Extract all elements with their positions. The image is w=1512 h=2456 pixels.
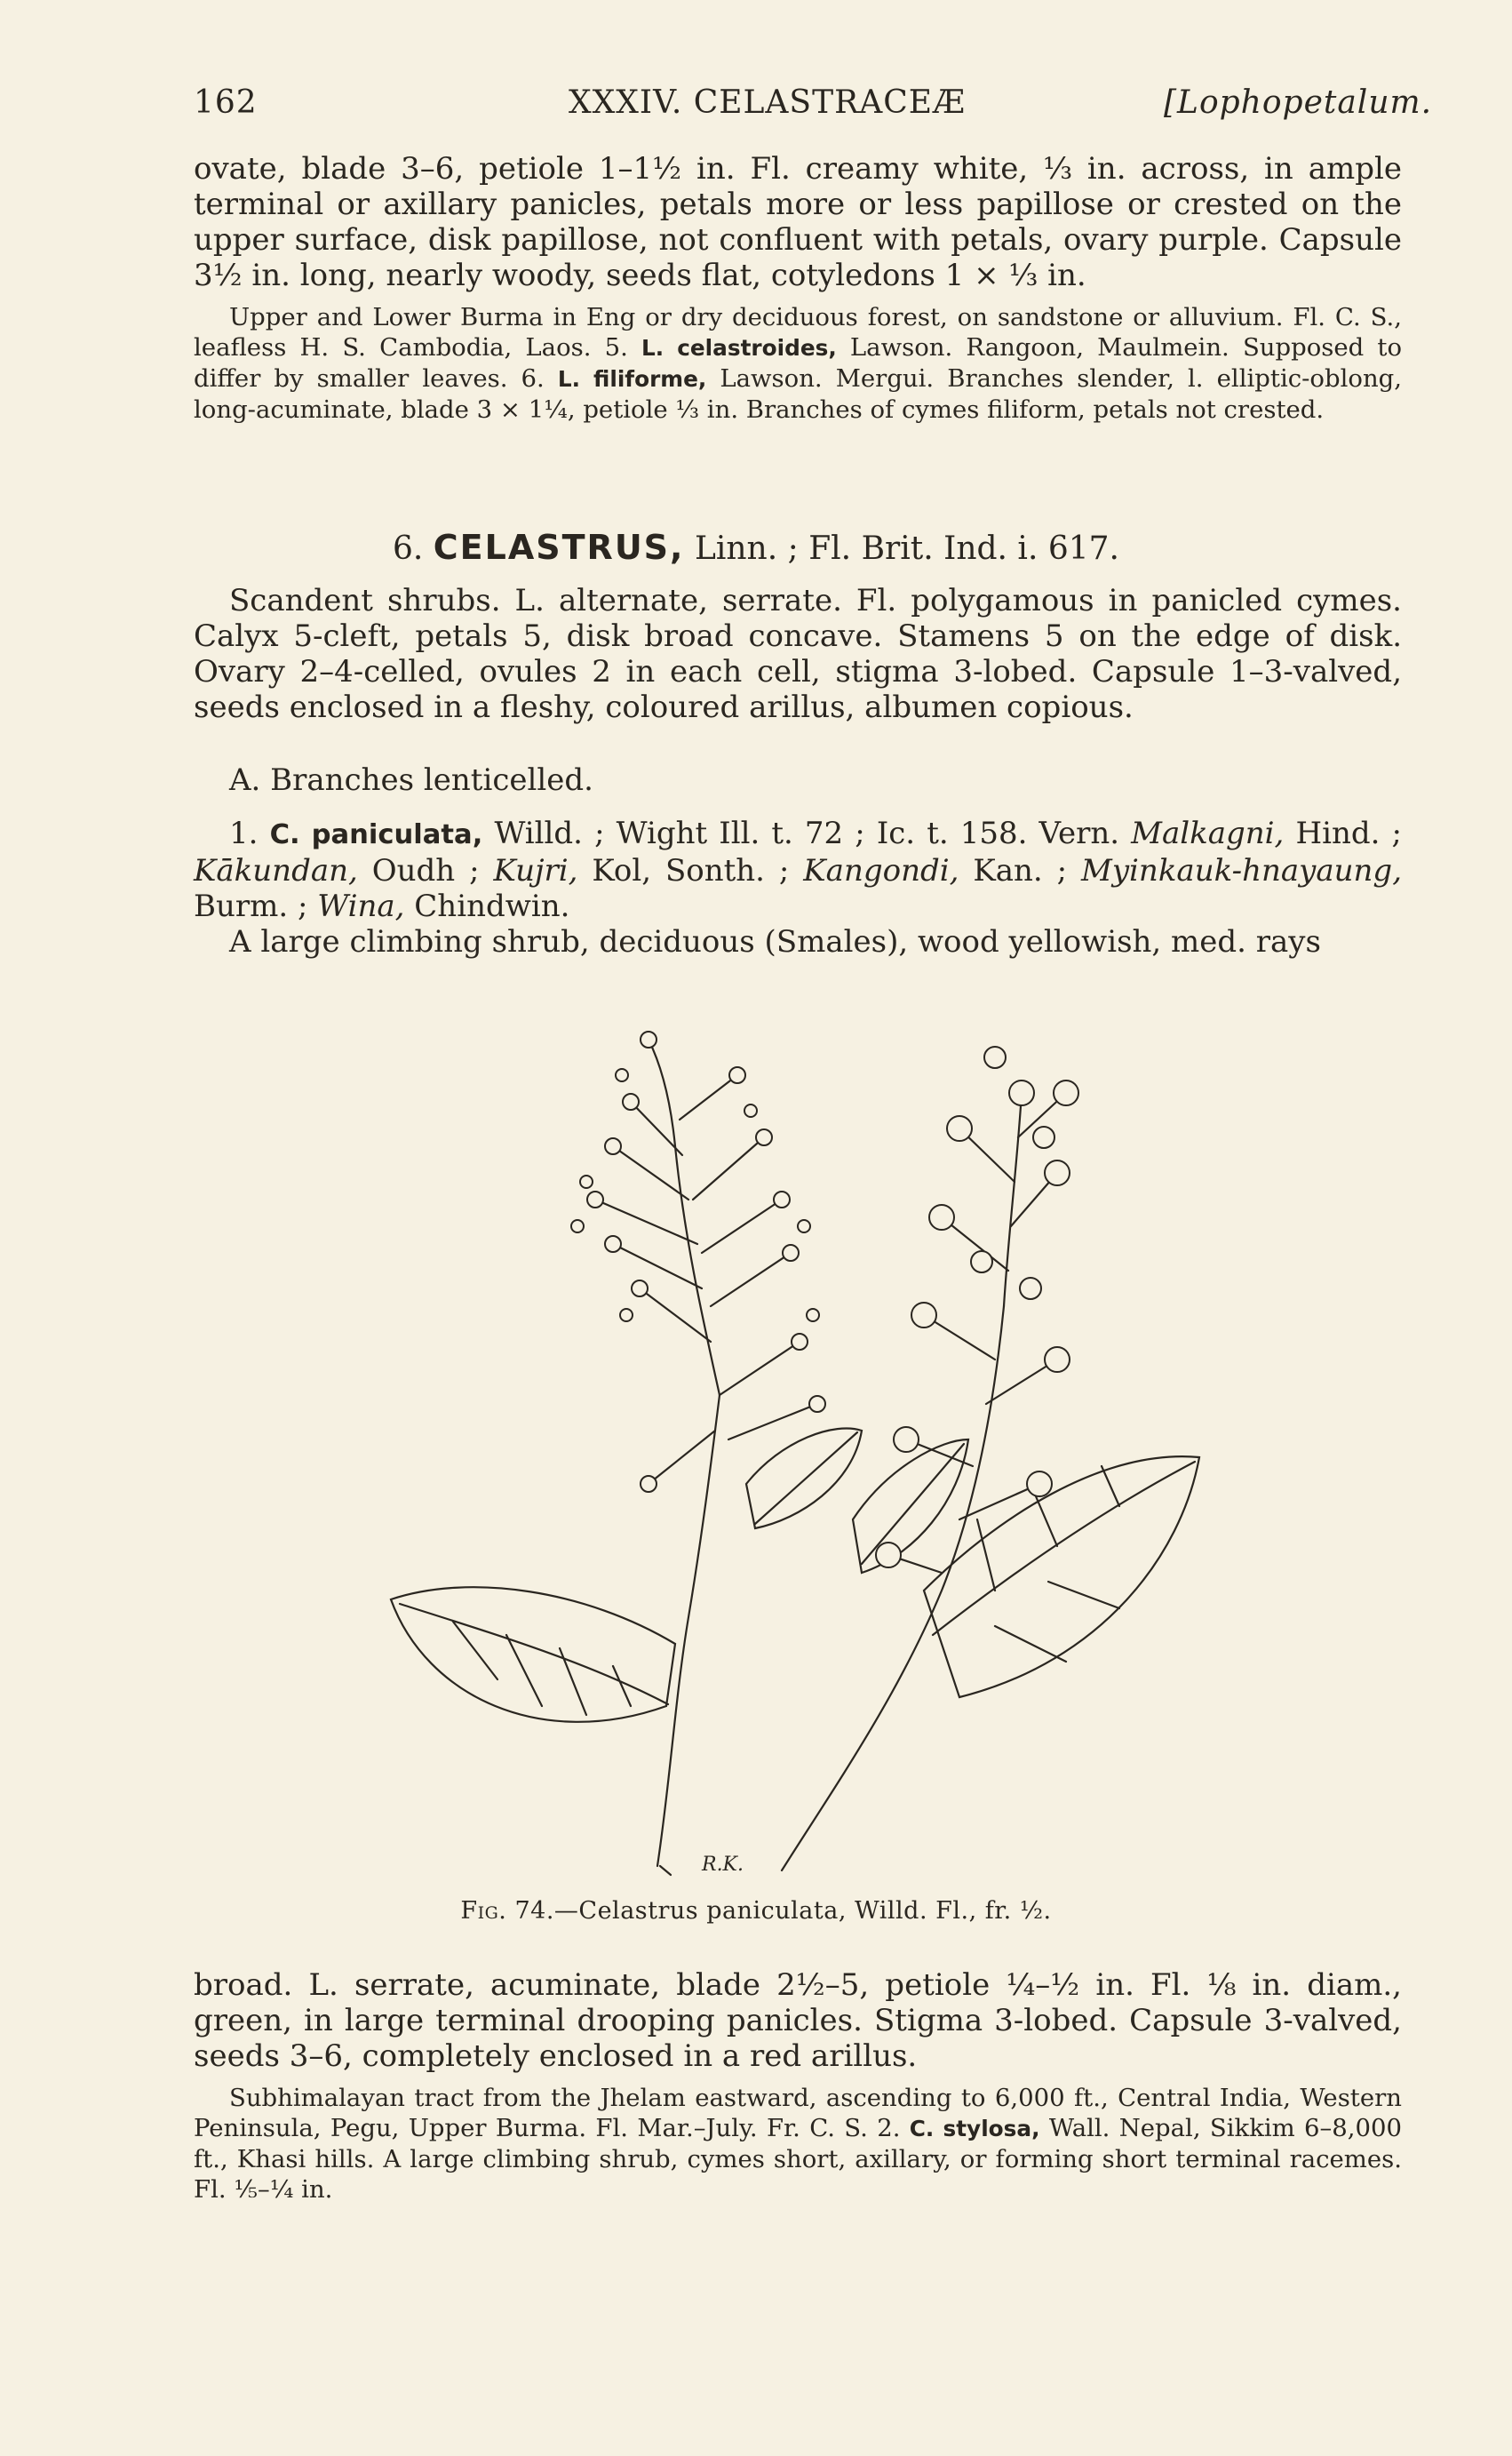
species-name: C. stylosa, bbox=[909, 2116, 1040, 2141]
intro-notes: Upper and Lower Burma in Eng or dry deciduous forest, on sandstone or alluvium. Fl. C. S., leafless H. S. Cambodia, Laos. 5. L. celastroides, Lawson. Rangoon, Maulmein. Supposed to differ by smaller leaves. 6. L. filiforme, Lawson. Mergui. Branches slender, l. elliptic-oblong, long-acuminate, blade 3 × 1¼, petiole ⅓ in. Branches of cymes filiform, petals not crested. bbox=[194, 303, 1402, 424]
illustrator-signature: R.K. bbox=[702, 1854, 744, 1876]
stem-main bbox=[657, 1395, 720, 1866]
page-number: 162 bbox=[194, 84, 258, 121]
species-name: L. celastroides, bbox=[641, 335, 837, 361]
leaf-right bbox=[924, 1456, 1199, 1697]
intro-paragraph: ovate, blade 3–6, petiole 1–1½ in. Fl. creamy white, ⅓ in. across, in ample terminal or axillary panicles, petals more or less papillose or crested on the upper surface, disk papillose, not confluent with petals, ovary purple. Capsule 3½ in. long, nearly woody, seeds flat, cotyledons 1 × ⅓ in. bbox=[194, 151, 1402, 293]
genus-description: Scandent shrubs. L. alternate, serrate. Fl. polygamous in panicled cymes. Calyx 5-cleft, petals 5, disk broad concave. Stamens 5 on the edge of disk. Ovary 2–4-celled, ovules 2 in each cell, stigma 3-lobed. Capsule 1–3-valved, seeds enclosed in a fleshy, coloured arillus, albumen copious. bbox=[194, 583, 1402, 725]
species-entry: 1. C. paniculata, Willd. ; Wight Ill. t. 72 ; Ic. t. 158. Vern. Malkagni, Hind. ; Kākundan, Oudh ; Kujri, Kol, Sonth. ; Kangondi, Kan. ; Myinkauk-hnayaung, Burm. ; Wina, Chindwin. A large climbing shrub, deciduous (Smales), wood yellowish, med. rays bbox=[194, 816, 1402, 960]
genus-heading: 6. CELASTRUS, Linn. ; Fl. Brit. Ind. i. 617. bbox=[392, 528, 1119, 567]
botanical-illustration bbox=[320, 1022, 1297, 1893]
stem-right bbox=[782, 1306, 1004, 1870]
continuation-paragraph: broad. L. serrate, acuminate, blade 2½–5, petiole ¼–½ in. Fl. ⅛ in. diam., green, in large terminal drooping panicles. Stigma 3-lobed. Capsule 3-valved, seeds 3–6, completely enclosed in a red arillus. bbox=[194, 1967, 1402, 2074]
chapter-title: XXXIV. CELASTRACEÆ bbox=[569, 84, 967, 121]
figure-caption: Fig. 74.—Celastrus paniculata, Willd. Fl., fr. ½. bbox=[460, 1897, 1052, 1925]
distribution-notes: Subhimalayan tract from the Jhelam eastward, ascending to 6,000 ft., Central India, Western Peninsula, Pegu, Upper Burma. Fl. Mar.–July. Fr. C. S. 2. C. stylosa, Wall. Nepal, Sikkim 6–8,000 ft., Khasi hills. A large climbing shrub, cymes short, axillary, or forming short terminal racemes. Fl. ⅕–¼ in. bbox=[194, 2084, 1403, 2204]
species-name: L. filiforme, bbox=[557, 366, 707, 392]
section-heading: A. Branches lenticelled. bbox=[229, 762, 593, 798]
species-name: C. paniculata, bbox=[269, 819, 483, 850]
leaf-left bbox=[391, 1587, 675, 1722]
running-title: [Lophopetalum. bbox=[1164, 84, 1433, 121]
